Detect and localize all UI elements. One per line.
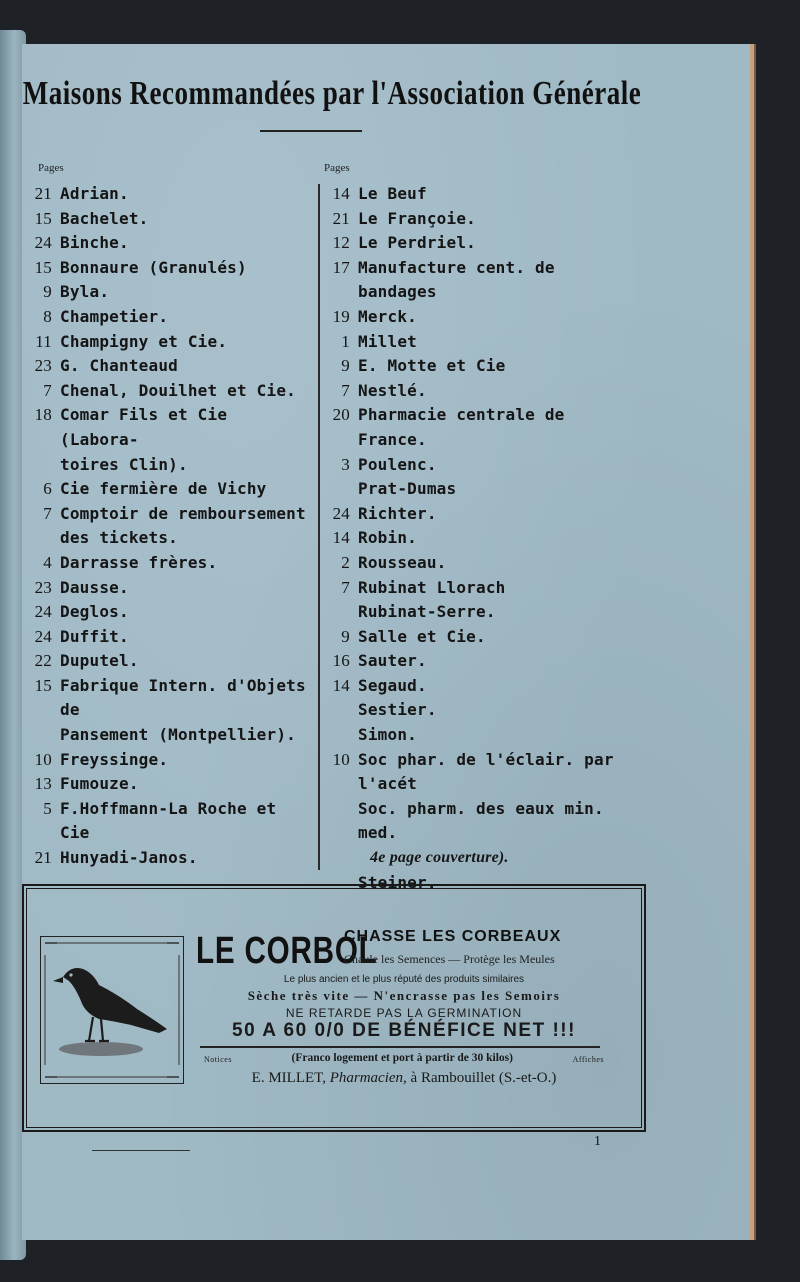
ad-line-profit: 50 A 60 0/0 DE BÉNÉFICE NET !!! (232, 1020, 576, 1041)
directory-entry (30, 305, 314, 330)
entry-name: Merck. (358, 306, 417, 326)
directory-entry (324, 748, 624, 797)
entry-page-number: 21 (34, 184, 52, 203)
entry-page-number: 20 (332, 405, 350, 425)
directory-entry (30, 280, 314, 305)
entry-name: E. Motte et Cie (358, 356, 506, 376)
directory-entry (30, 600, 314, 625)
entry-page-number: 23 (34, 356, 52, 376)
directory-entry (324, 797, 624, 846)
entry-page-number: 23 (34, 577, 52, 597)
directory-entry (324, 674, 624, 699)
directory-entry (30, 674, 314, 748)
directory-entry (30, 231, 314, 256)
entry-name: Champetier. (60, 306, 169, 326)
title-rule (260, 130, 362, 132)
directory-entry (324, 379, 624, 404)
entry-name: Le Françoie. (358, 208, 476, 228)
entry-page-number: 3 (341, 454, 350, 474)
entry-name: Rubinat Llorach (358, 577, 506, 597)
directory-entry (30, 576, 314, 601)
entry-page-number: 4 (43, 552, 52, 572)
entry-page-number: 9 (341, 356, 350, 376)
entry-page-number: 15 (34, 257, 52, 277)
entry-page-number: 24 (34, 233, 52, 253)
directory-entry (30, 379, 314, 404)
ad-rule (200, 1046, 600, 1048)
entry-page-number: 14 (332, 528, 350, 548)
directory-entry (324, 256, 624, 305)
entry-name: Deglos. (60, 602, 129, 622)
directory-entry (324, 182, 624, 207)
entry-name: Comar Fils et Cie (Labora- toires Clin). (60, 405, 228, 474)
directory-entry (30, 846, 314, 871)
directory-entry (324, 403, 624, 452)
ad-line-dries: Sèche très vite — N'encrasse pas les Semoirs (247, 988, 561, 1003)
entry-name: Soc. pharm. des eaux min. med. (358, 798, 604, 843)
entry-page-number: 16 (332, 651, 350, 671)
entry-page-number: 19 (332, 306, 350, 326)
entry-page-number: 24 (332, 503, 350, 523)
entry-page-number: 21 (332, 208, 350, 228)
entry-page-number: 8 (43, 306, 52, 326)
directory-entry (324, 502, 624, 527)
ad-maker (196, 1070, 612, 1087)
entry-name: G. Chanteaud (60, 356, 178, 376)
directory-entry (324, 551, 624, 576)
entry-name: 4e page couverture). (370, 849, 509, 867)
directory-entry (30, 207, 314, 232)
directory-entry (324, 330, 624, 355)
entry-page-number: 10 (332, 749, 350, 769)
column-divider (318, 184, 320, 870)
entry-name: Fabrique Intern. d'Objets de Pansement (Montpellier). (60, 675, 306, 745)
entry-name: Dausse. (60, 577, 129, 597)
entry-page-number: 9 (43, 282, 52, 302)
entry-page-number: 17 (332, 257, 350, 277)
entry-page-number: 12 (332, 233, 350, 253)
directory-entry (30, 403, 314, 477)
right-entry-list (324, 182, 624, 895)
entry-name: Le Beuf (358, 184, 427, 203)
directory-entry (324, 453, 624, 478)
directory-entry (30, 551, 314, 576)
entry-name: Soc phar. de l'éclair. par l'acét (358, 749, 614, 794)
directory-entry (30, 625, 314, 650)
entry-page-number: 21 (34, 848, 52, 868)
ad-line-shipping (196, 1052, 612, 1064)
entry-name: Pharmacie centrale de France. (358, 405, 565, 449)
entry-page-number: 14 (332, 675, 350, 695)
directory-entry (30, 182, 314, 207)
directory-entry (324, 305, 624, 330)
entry-name: Robin. (358, 528, 417, 548)
entry-page-number: 7 (43, 503, 52, 523)
entry-page-number: 6 (43, 479, 52, 499)
directory-entry (30, 772, 314, 797)
entry-page-number: 18 (34, 405, 52, 425)
entry-name: Sauter. (358, 651, 427, 671)
entry-name: Rubinat-Serre. (358, 602, 496, 622)
directory-entry (324, 846, 624, 871)
entry-page-number: 13 (34, 774, 52, 794)
entry-name: Le Perdriel. (358, 233, 476, 253)
ad-affiches: Affiches (572, 1055, 604, 1064)
entry-name: Salle et Cie. (358, 626, 486, 646)
entry-name: Cie fermière de Vichy (60, 479, 267, 499)
entry-page-number: 2 (341, 552, 350, 572)
entry-page-number: 22 (34, 651, 52, 671)
directory-entry (30, 748, 314, 773)
entry-name: Richter. (358, 503, 437, 523)
entry-page-number: 5 (43, 798, 52, 818)
directory-entry (324, 231, 624, 256)
directory-entry (324, 649, 624, 674)
directory-entry (324, 625, 624, 650)
entry-page-number: 11 (35, 331, 52, 351)
entry-name: Fumouze. (60, 774, 139, 794)
ad-line-germination: NE RETARDE PAS LA GERMINATION (285, 1006, 523, 1020)
page-title: Maisons Recommandées par l'Association Générale (22, 74, 642, 112)
ad-franco: (Franco logement et port à partir de 30 kilos) (291, 1052, 513, 1064)
entry-name: Bachelet. (60, 208, 149, 228)
entry-name: Freyssinge. (60, 749, 169, 769)
catalog-page (22, 44, 754, 1240)
directory-entry (324, 600, 624, 625)
directory-entry (324, 698, 624, 723)
ad-line-reputation: Le plus ancien et le plus réputé des produits similaires (283, 974, 525, 985)
directory-entry (30, 477, 314, 502)
directory-entry (30, 256, 314, 281)
entry-name: Hunyadi-Janos. (60, 848, 198, 868)
entry-name: Comptoir de remboursement des tickets. (60, 503, 306, 548)
entry-name: Sestier. (358, 700, 437, 720)
entry-page-number: 15 (34, 675, 52, 695)
entry-page-number: 14 (332, 184, 350, 203)
entry-name: Byla. (60, 282, 110, 302)
entry-page-number: 10 (34, 749, 52, 769)
left-column-header: Pages (38, 162, 64, 174)
entry-page-number: 15 (34, 208, 52, 228)
entry-page-number: 7 (341, 577, 350, 597)
entry-name: Segaud. (358, 675, 427, 695)
directory-entry (30, 330, 314, 355)
left-entry-list (30, 182, 314, 871)
right-column (324, 162, 624, 895)
entry-name: Millet (358, 331, 417, 351)
directory-entry (324, 207, 624, 232)
entry-page-number: 1 (341, 331, 350, 351)
left-column (30, 162, 314, 871)
directory-entry (30, 649, 314, 674)
entry-name: F.Hoffmann-La Roche et Cie (60, 798, 277, 843)
ad-maker-name: E. MILLET, (251, 1070, 326, 1086)
directory-entry (30, 797, 314, 846)
entry-name: Chenal, Douilhet et Cie. (60, 380, 296, 400)
directory-entry (324, 477, 624, 502)
directory-entry (324, 576, 624, 601)
entry-page-number: 7 (43, 380, 52, 400)
entry-page-number: 7 (341, 380, 350, 400)
crow-illustration (40, 936, 184, 1084)
ad-notices: Notices (204, 1055, 232, 1064)
ad-slogan: CHASSE LES CORBEAUX (344, 928, 562, 945)
corbol-advertisement (22, 884, 646, 1132)
ad-maker-role: Pharmacien, (329, 1070, 407, 1086)
entry-page-number: 9 (341, 626, 350, 646)
entry-name: Bonnaure (Granulés) (60, 257, 247, 277)
entry-page-number: 24 (34, 626, 52, 646)
ad-maker-place: à Rambouillet (S.-et-O.) (410, 1070, 557, 1086)
entry-name: Manufacture cent. de bandages (358, 257, 555, 302)
page-number: 1 (594, 1134, 601, 1149)
entry-name: Adrian. (60, 184, 129, 203)
entry-name: Duputel. (60, 651, 139, 671)
directory-entry (30, 354, 314, 379)
footer-rule (92, 1150, 190, 1151)
entry-name: Binche. (60, 233, 129, 253)
entry-name: Darrasse frères. (60, 552, 218, 572)
entry-name: Nestlé. (358, 380, 427, 400)
entry-name: Champigny et Cie. (60, 331, 228, 351)
entry-name: Poulenc. (358, 454, 437, 474)
entry-name: Rousseau. (358, 552, 447, 572)
right-column-header: Pages (324, 162, 350, 174)
entry-name: Duffit. (60, 626, 129, 646)
directory-entry (324, 723, 624, 748)
ad-subtitle: Chaule les Semences — Protège les Meules (344, 952, 555, 966)
directory-entry (324, 526, 624, 551)
entry-name: Steiner. (358, 872, 437, 892)
directory-entry (30, 502, 314, 551)
directory-entry (324, 354, 624, 379)
entry-name: Prat-Dumas (358, 479, 457, 499)
entry-page-number: 24 (34, 602, 52, 622)
entry-name: Simon. (358, 725, 417, 745)
ad-brand: LE CORBOL (196, 930, 378, 972)
